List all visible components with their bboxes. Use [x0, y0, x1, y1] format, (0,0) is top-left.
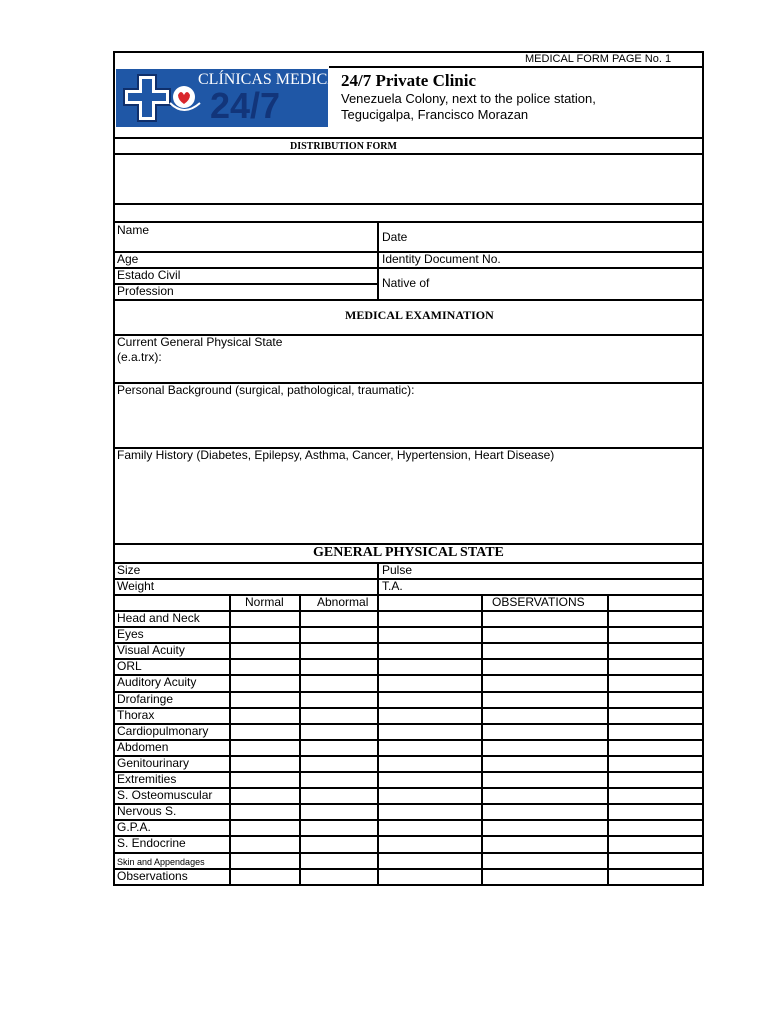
grid-line	[114, 578, 704, 580]
grid-line	[114, 203, 704, 205]
grid-line	[114, 707, 704, 709]
grid-line	[299, 595, 301, 886]
grid-line	[377, 563, 379, 596]
grid-line	[114, 658, 704, 660]
address-line-1: Venezuela Colony, next to the police station,	[341, 91, 596, 106]
exam-row-label: Extremities	[117, 772, 177, 786]
exam-row-label: Genitourinary	[117, 755, 190, 770]
logo-text-top: CLÍNICAS MEDICAS	[198, 71, 348, 88]
grid-line	[114, 803, 704, 805]
col-abnormal: Abnormal	[317, 595, 369, 609]
exam-row-label: G.P.A.	[117, 820, 151, 835]
family-history-label: Family History (Diabetes, Epilepsy, Asthma, Cancer, Hypertension, Heart Disease)	[117, 448, 555, 462]
size-label: Size	[117, 563, 141, 577]
current-state-label: Current General Physical State	[117, 335, 283, 349]
grid-line	[702, 51, 704, 886]
grid-line	[481, 595, 483, 886]
pulse-label: Pulse	[382, 563, 413, 577]
exam-row-label: Skin and Appendages	[117, 856, 205, 867]
grid-line	[114, 835, 704, 837]
profession-label: Profession	[117, 284, 174, 298]
grid-line	[114, 819, 704, 821]
grid-line	[114, 137, 704, 139]
col-normal: Normal	[245, 595, 284, 609]
exam-row-label: S. Endocrine	[117, 836, 186, 851]
grid-line	[114, 221, 704, 223]
grid-line	[377, 222, 379, 301]
grid-line	[114, 626, 704, 628]
exam-row-label: Drofaringe	[117, 691, 174, 706]
exam-row-label: ORL	[117, 659, 142, 674]
exam-row-label: S. Osteomuscular	[117, 788, 213, 803]
grid-line	[114, 642, 704, 644]
grid-line	[114, 884, 704, 886]
grid-line	[114, 153, 704, 155]
age-label: Age	[117, 252, 139, 266]
exam-title: MEDICAL EXAMINATION	[345, 308, 494, 322]
grid-line	[114, 674, 704, 676]
grid-line	[114, 299, 704, 301]
exam-row-label: Observations	[117, 868, 188, 883]
col-observations: OBSERVATIONS	[492, 595, 585, 609]
personal-background-label: Personal Background (surgical, pathological, traumatic):	[117, 383, 415, 397]
civil-status-label: Estado Civil	[117, 268, 181, 282]
grid-line	[114, 267, 704, 269]
grid-line	[114, 594, 704, 596]
identity-label: Identity Document No.	[382, 252, 501, 266]
exam-row-label: Eyes	[117, 627, 144, 642]
native-label: Native of	[382, 276, 430, 290]
address-line-2: Tegucigalpa, Francisco Morazan	[341, 107, 529, 122]
grid-line	[113, 51, 115, 886]
name-label: Name	[117, 223, 150, 237]
distribution-title: DISTRIBUTION FORM	[290, 141, 397, 152]
exam-row-label: Cardiopulmonary	[117, 723, 209, 738]
weight-label: Weight	[117, 579, 155, 593]
physical-title: GENERAL PHYSICAL STATE	[313, 545, 504, 560]
grid-line	[329, 66, 704, 68]
clinic-logo	[116, 69, 348, 127]
grid-line	[377, 595, 379, 886]
exam-row-label: Head and Neck	[117, 611, 200, 625]
ta-label: T.A.	[382, 579, 403, 593]
grid-line	[114, 755, 704, 757]
grid-line	[114, 739, 704, 741]
grid-line	[114, 691, 704, 693]
clinic-name: 24/7 Private Clinic	[341, 71, 477, 90]
logo-text-bottom: 24/7	[210, 85, 281, 126]
date-label: Date	[382, 230, 408, 244]
page-label: MEDICAL FORM PAGE No. 1	[525, 53, 672, 65]
grid-line	[607, 595, 609, 886]
exam-row-label: Abdomen	[117, 739, 169, 754]
grid-line	[114, 771, 704, 773]
grid-line	[114, 610, 704, 612]
exam-row-label: Thorax	[117, 707, 155, 722]
current-state-sub: (e.a.trx):	[117, 350, 162, 364]
exam-row-label: Auditory Acuity	[117, 675, 197, 690]
exam-row-label: Nervous S.	[117, 804, 177, 819]
grid-line	[229, 595, 231, 886]
exam-row-label: Visual Acuity	[117, 643, 185, 658]
